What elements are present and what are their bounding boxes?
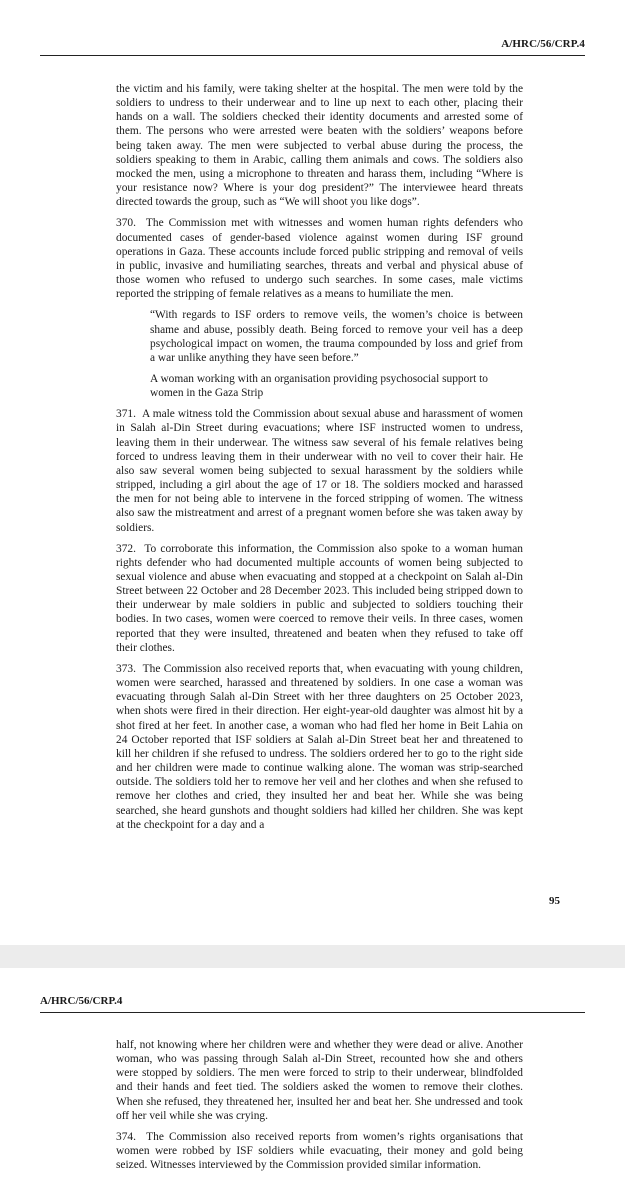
header-rule: [40, 55, 585, 56]
paragraph-continued: half, not knowing where her children were and whether they were dead or alive. Another woman, who was passing through Salah al-Din Street, recounted how she and others were stopped by soldiers. The men were forced to strip to their underwear, blindfolded and their hands and feet tied. The soldiers asked the women to remove their clothes. When she refused, they threatened her, insulted her and beat her. She undressed and took off her veil while she was crying.: [116, 1039, 523, 1122]
document-symbol-header: A/HRC/56/CRP.4: [501, 38, 585, 50]
document-page-next: [0, 968, 625, 1200]
document-symbol-header: A/HRC/56/CRP.4: [40, 995, 123, 1007]
paragraph-371: 371. A male witness told the Commission about sexual abuse and harassment of women in Salah al-Din Street during evacuations; where ISF instructed women to undress, leaving them in their underwear. The witness saw several of his female relatives being forced to undress leaving them in their underwear with no veil to cover their hair. He also saw several women being subjected to sexual harassment by the soldiers while stripped, including a girl about the age of 17 or 18. The soldiers mocked and harassed the men for not being able to intervene in the forced stripping of women. The witness also saw the mistreatment and arrest of a pregnant women before she was taken away by soldiers.: [116, 408, 523, 534]
header-rule: [40, 1012, 585, 1013]
paragraph-370: 370. The Commission met with witnesses and women human rights defenders who documented cases of gender-based violence against women during ISF ground operations in Gaza. These accounts include forced public stripping and removal of veils in public, invasive and humiliating searches, threats and verbal and physical abuse of those women who refused to undergo such searches. In some cases, male victims reported the stripping of female relatives as a means to humiliate the men.: [116, 217, 523, 301]
body-text-column: [116, 82, 523, 839]
block-quote: “With regards to ISF orders to remove veils, the women’s choice is between shame and abuse, possibly death. Being forced to remove your veil has a deep psychological impact on women, the trauma compounded by loss and grief from a war unlike anything they have seen before.”: [150, 309, 523, 364]
quote-attribution: A woman working with an organisation providing psychosocial support to women in the Gaza Strip: [150, 372, 488, 400]
paragraph-373: 373. The Commission also received reports that, when evacuating with young children, women were searched, harassed and threatened by soldiers. In one case a woman was evacuating through Salah al-Din Street with her three daughters on 25 October 2023, when shots were fired in their direction. Her eight-year-old daughter was almost hit by a shot fired at her feet. In another case, a woman who had fled her home in Beit Lahia on 24 October reported that ISF soldiers at Salah al-Din Street beat her and threatened to kill her children if she refused to undress. The soldiers ordered her to go to the right side and her children were made to continue walking alone. The woman was strip-searched outside. The soldiers told her to remove her veil and her clothes and when she refused to remove her clothes and cried, they insulted her and beat her. While she was being searched, she heard gunshots and thought soldiers had killed her children. She was kept at the checkpoint for a day and a: [116, 662, 523, 831]
paragraph-372: 372. To corroborate this information, the Commission also spoke to a woman human rights defender who had documented multiple accounts of women being subjected to sexual violence and abuse when evacuating and stopped at a checkpoint on Salah al-Din Street between 22 October and 28 December 2023. This included being stripped down to their underwear by male soldiers in public and subjected to soldiers touching their bodies. In two cases, women were coerced to remove their veils. In three cases, women reported that they were insulted, threatened and beaten when they refused to take off their clothes.: [116, 542, 523, 654]
body-text-column: [116, 1038, 523, 1179]
paragraph-continued: the victim and his family, were taking shelter at the hospital. The men were told by the soldiers to undress to their underwear and to line up next to each other, placing their hands on a wall. The soldiers checked their identity documents and arrested some of them. The persons who were arrested were beaten with the soldiers’ weapons before being taken away. The men were subjected to verbal abuse during the process, the soldiers speaking to them in Arabic, calling them animals and cows. The soldiers also mocked the men, using a microphone to threaten and harass them, including “Where is your resistance now? Where is your dog president?” The interviewee heard threats directed towards the group, such as “We will shoot you like dogs”.: [116, 83, 523, 209]
page-separator: [0, 945, 625, 968]
page-number: 95: [549, 895, 560, 907]
paragraph-374: 374. The Commission also received reports from women’s rights organisations that women were robbed by ISF soldiers while evacuating, their money and gold being seized. Witnesses interviewed by the Commission provided similar information.: [116, 1130, 523, 1172]
